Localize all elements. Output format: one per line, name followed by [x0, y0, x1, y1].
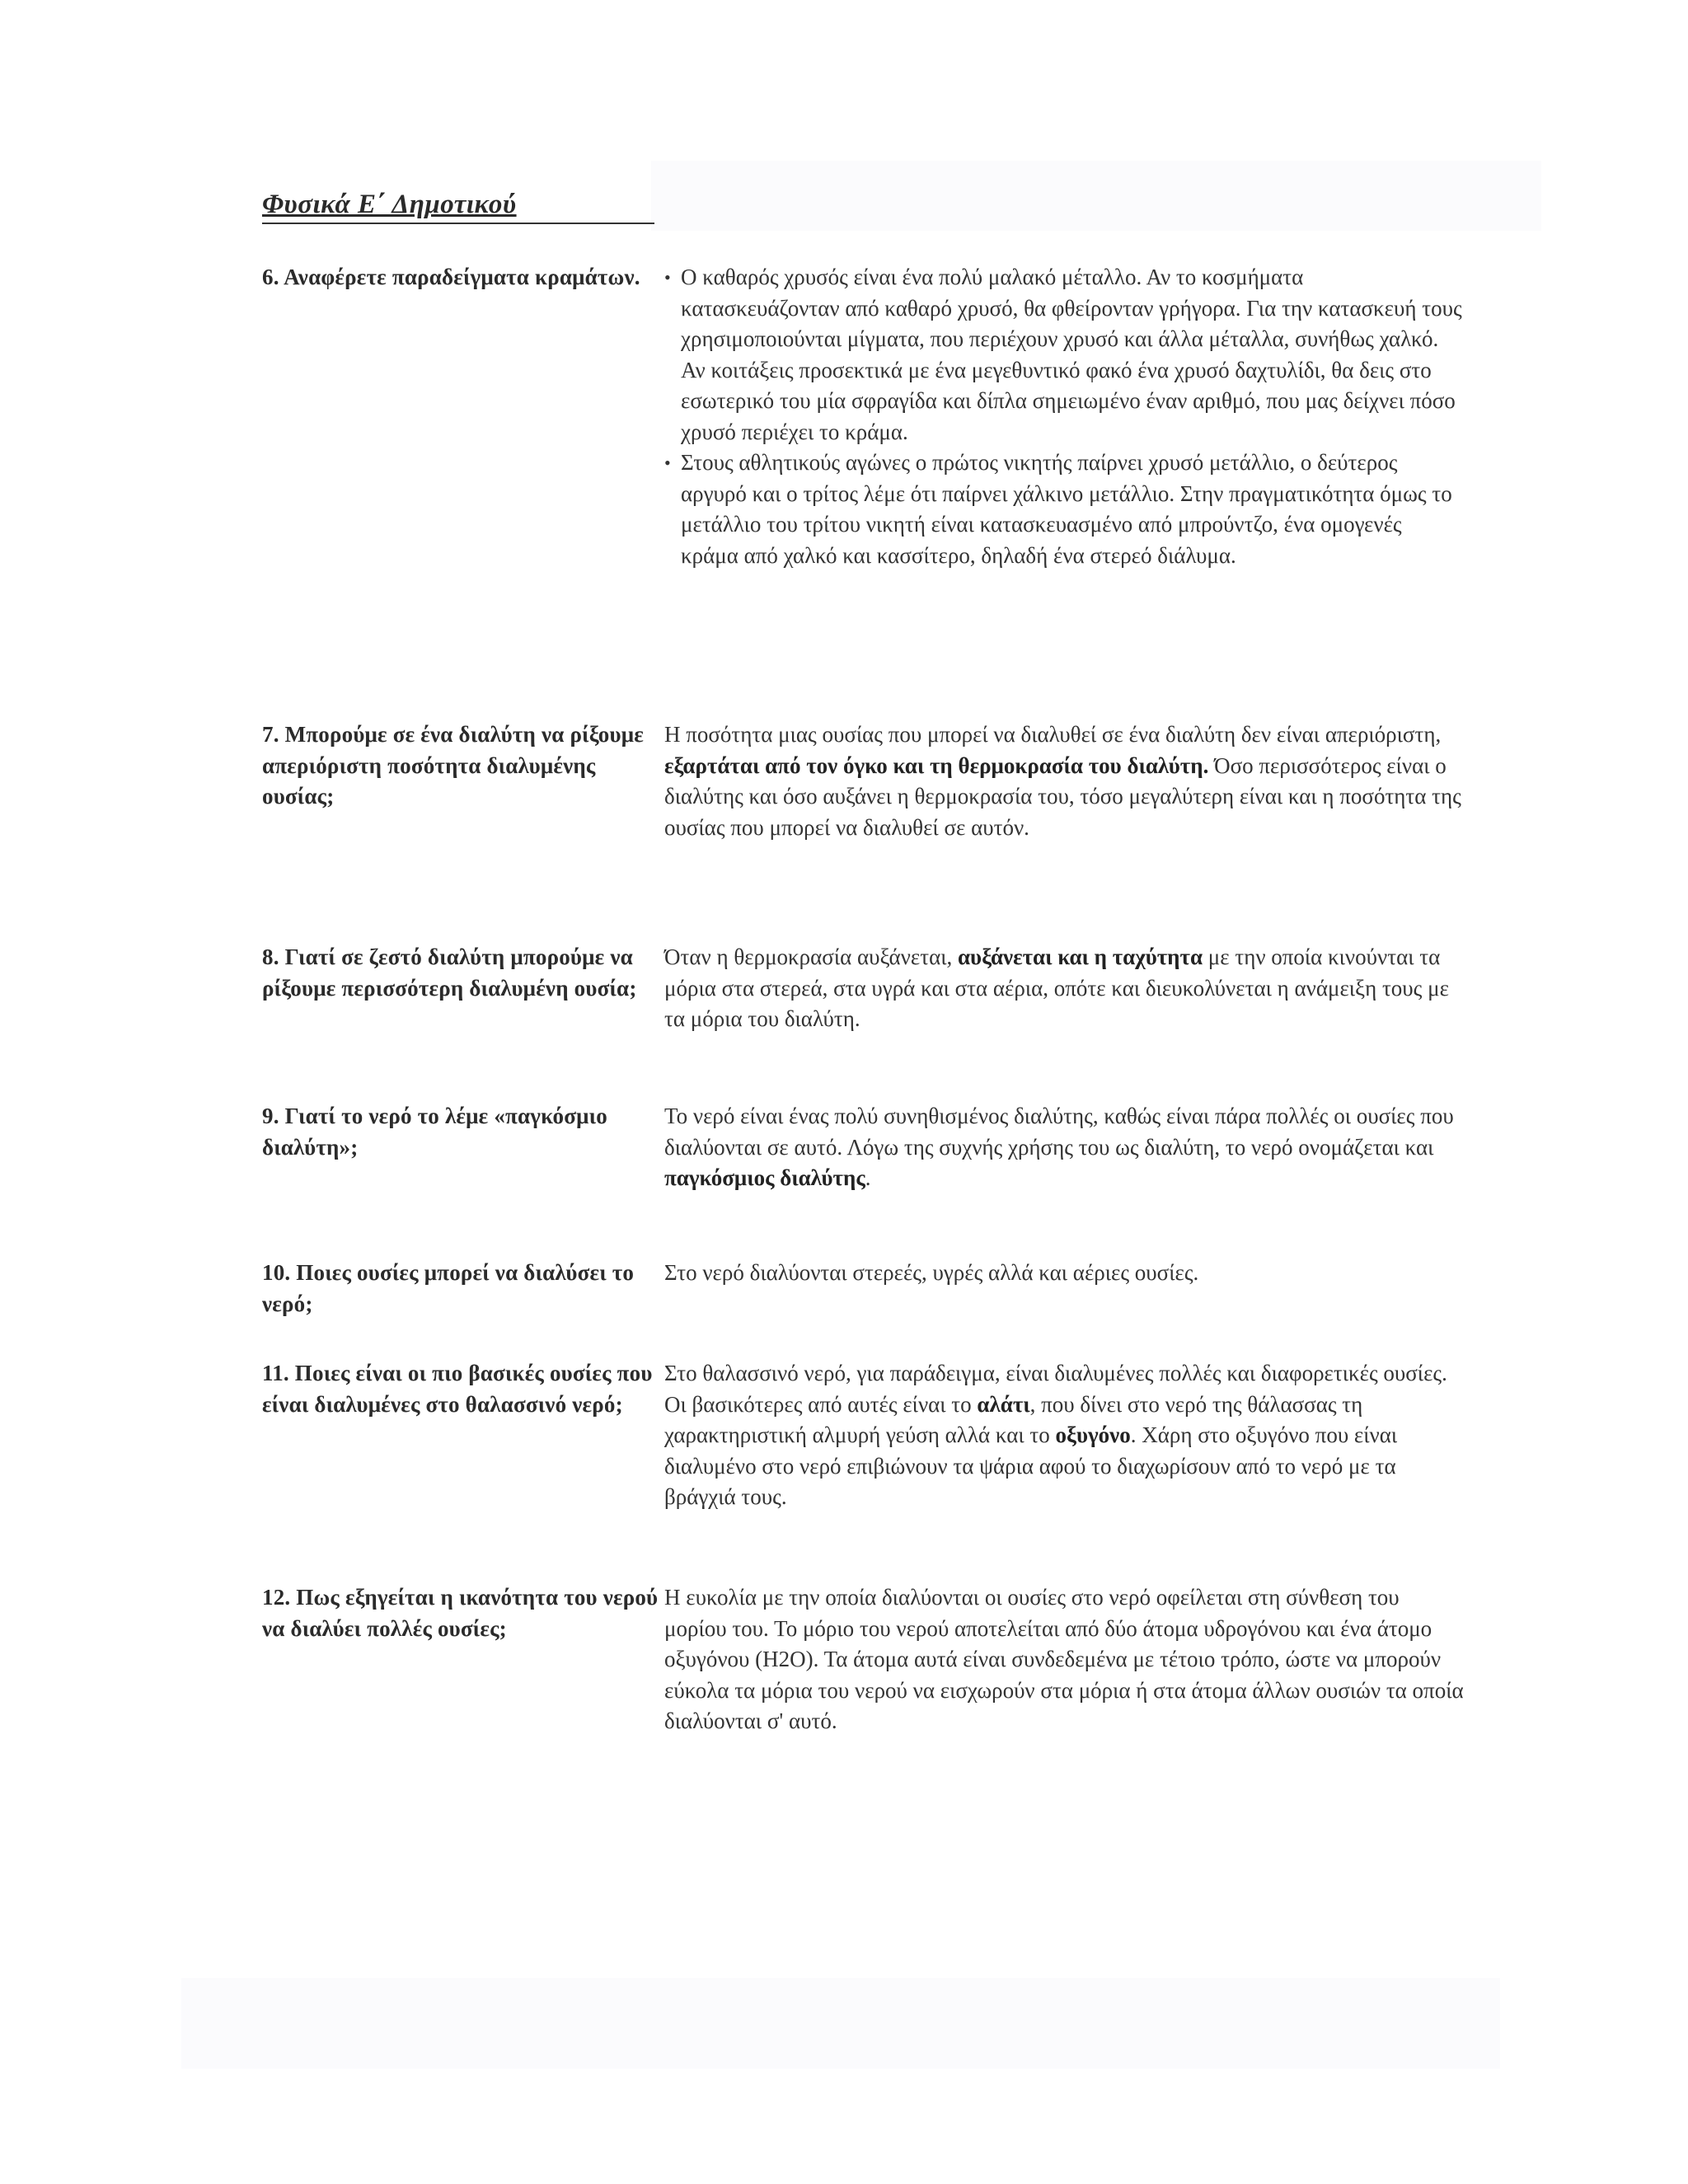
- question-6: 6. Αναφέρετε παραδείγματα κραμάτων.: [262, 265, 640, 289]
- question-11: 11. Ποιες είναι οι πιο βασικές ουσίες που είναι διαλυμένες στο θαλασσινό νερό;: [262, 1361, 653, 1417]
- qa-item-12: [262, 1582, 1465, 1737]
- page-header: [262, 190, 654, 224]
- answer-text: , που δίνει στο νερό της θάλασσας τη χαρακτηριστική αλμυρή γεύση αλλά και το: [664, 1391, 1363, 1447]
- question-7: 7. Μπορούμε σε ένα διαλύτη να ρίξουμε απεριόριστη ποσότητα διαλυμένης ουσίας;: [262, 722, 644, 808]
- bullet-icon: •: [664, 267, 671, 288]
- page-title: Φυσικά Ε΄ Δημοτικού: [262, 190, 517, 219]
- qa-item-9: [262, 1101, 1465, 1194]
- answer-7: [664, 719, 1464, 843]
- answer-10: [664, 1258, 1464, 1319]
- bullet-text: Στους αθλητικούς αγώνες ο πρώτος νικητής παίρνει χρυσό μετάλλιο, ο δεύτερος αργυρό και ο τρίτος λέμε ότι παίρνει χάλκινο μετάλλιο. Στην πραγματικότητα όμως το μετάλλιο του τρίτου νικητή είναι κατασκευασμένο από μπρούντζο, ένα ομογενές κράμα από χαλκό και κασσίτερο, δηλαδή ένα στερεό διάλυμα.: [681, 450, 1452, 568]
- bullet-item: [664, 448, 1464, 571]
- watermark-band-top: [651, 161, 1541, 231]
- answer-text: .: [865, 1165, 871, 1190]
- bullet-item: [664, 262, 1464, 448]
- answer-8: [664, 942, 1464, 1035]
- question-12: 12. Πως εξηγείται η ικανότητα του νερού να διαλύει πολλές ουσίες;: [262, 1585, 659, 1641]
- answer-emphasis: αυξάνεται και η ταχύτητα: [957, 944, 1203, 969]
- answer-emphasis: παγκόσμιος διαλύτης: [664, 1165, 865, 1190]
- qa-item-7: [262, 719, 1465, 843]
- qa-item-11: [262, 1358, 1465, 1513]
- answer-6: [664, 262, 1464, 571]
- answer-text: Όσο περισσότερος είναι ο διαλύτης και όσο αυξάνει η θερμοκρασία του, τόσο μεγαλύτερη είναι και η ποσότητα της ουσίας που μπορεί να διαλυθεί σε αυτόν.: [664, 752, 1461, 840]
- qa-item-6: [262, 262, 1465, 571]
- bullet-icon: •: [664, 452, 671, 473]
- answer-text: Στο νερό διαλύονται στερεές, υγρές αλλά και αέριες ουσίες.: [664, 1260, 1199, 1285]
- watermark-band-bottom: [181, 1978, 1500, 2069]
- question-8: 8. Γιατί σε ζεστό διαλύτη μπορούμε να ρίξουμε περισσότερη διαλυμένη ουσία;: [262, 944, 637, 1001]
- answer-text: . Χάρη στο οξυγόνο που είναι διαλυμένο στο νερό επιβιώνουν τα ψάρια αφού το διαχωρίσουν από το νερό με τα βράγχιά τους.: [664, 1422, 1398, 1509]
- qa-item-10: [262, 1258, 1465, 1319]
- bullet-text: Ο καθαρός χρυσός είναι ένα πολύ μαλακό μέταλλο. Αν το κοσμήματα κατασκευάζονταν από καθαρό χρυσό, θα φθείρονταν γρήγορα. Για την κατασκευή τους χρησιμοποιούνται μίγματα, που περιέχουν χρυσό και άλλα μέταλλα, συνήθως χαλκό. Αν κοιτάξεις προσεκτικά με ένα μεγεθυντικό φακό ένα χρυσό δαχτυλίδι, θα δεις στο εσωτερικό του μία σφραγίδα και δίπλα σημειωμένο έναν αριθμό, που μας δείχνει πόσο χρυσό περιέχει το κράμα.: [681, 265, 1462, 444]
- answer-text: Όταν η θερμοκρασία αυξάνεται,: [664, 944, 958, 969]
- answer-9: [664, 1101, 1464, 1194]
- answer-text: Η ποσότητα μιας ουσίας που μπορεί να διαλυθεί σε ένα διαλύτη δεν είναι απεριόριστη,: [664, 722, 1442, 747]
- answer-emphasis: οξυγόνο: [1055, 1422, 1131, 1447]
- answer-text: Το νερό είναι ένας πολύ συνηθισμένος διαλύτης, καθώς είναι πάρα πολλές οι ουσίες που διαλύονται σε αυτό. Λόγω της συχνής χρήσης του ως διαλύτη, το νερό ονομάζεται και: [664, 1104, 1454, 1160]
- answer-emphasis: αλάτι: [977, 1391, 1030, 1417]
- answer-12: [664, 1582, 1464, 1737]
- qa-item-8: [262, 942, 1465, 1035]
- answer-11: [664, 1358, 1464, 1513]
- answer-text: με την οποία κινούνται τα μόρια στα στερεά, στα υγρά και στα αέρια, οπότε και διευκολύνεται η ανάμειξη τους με τα μόρια του διαλύτη.: [664, 944, 1449, 1031]
- answer-text: Στο θαλασσινό νερό, για παράδειγμα, είναι διαλυμένες πολλές και διαφορετικές ουσίες. Οι βασικότερες από αυτές είναι το: [664, 1361, 1447, 1417]
- question-10: 10. Ποιες ουσίες μπορεί να διαλύσει το νερό;: [262, 1260, 635, 1316]
- answer-text: Η ευκολία με την οποία διαλύονται οι ουσίες στο νερό οφείλεται στη σύνθεση του μορίου του. Το μόριο του νερού αποτελείται από δύο άτομα υδρογόνου και ένα άτομο οξυγόνου (Η2Ο). Τα άτομα αυτά είναι συνδεδεμένα με τέτοιο τρόπο, ώστε να μπορούν εύκολα τα μόρια του νερού να εισχωρούν στα μόρια ή στα άτομα άλλων ουσιών τα οποία διαλύονται σ' αυτό.: [664, 1585, 1464, 1733]
- question-9: 9. Γιατί το νερό το λέμε «παγκόσμιο διαλύτη»;: [262, 1104, 607, 1160]
- answer-emphasis: εξαρτάται από τον όγκο και τη θερμοκρασία του διαλύτη.: [664, 752, 1209, 778]
